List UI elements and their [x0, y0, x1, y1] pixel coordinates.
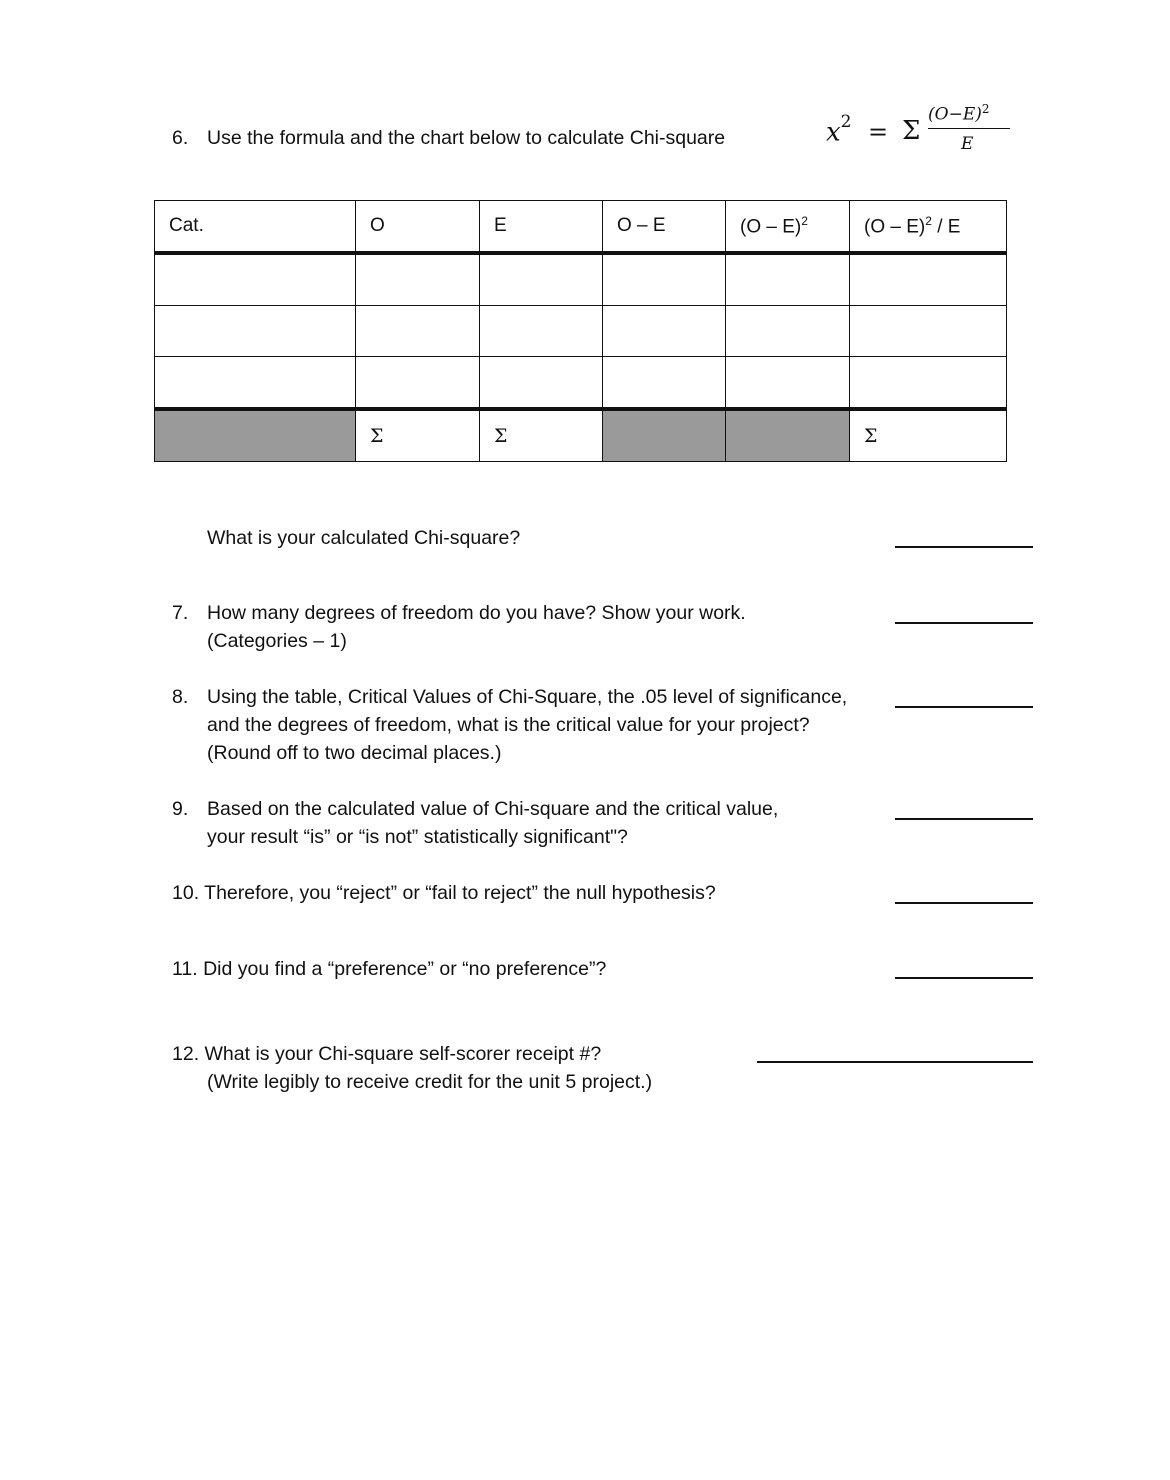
- formula-equals: =: [868, 118, 889, 146]
- answer-line-receipt[interactable]: [757, 1061, 1033, 1063]
- table-header-row: [155, 201, 1007, 254]
- q10-text: 10. Therefore, you “reject” or “fail to reject” the null hypothesis?: [172, 882, 716, 904]
- cell-o-minus-e[interactable]: [603, 253, 726, 306]
- cell-e[interactable]: [480, 253, 603, 306]
- q6b-text: What is your calculated Chi-square?: [207, 527, 521, 549]
- q6-number: 6.: [172, 127, 189, 149]
- cell-o[interactable]: [356, 357, 480, 410]
- cell-e[interactable]: [480, 306, 603, 357]
- sum-o[interactable]: [356, 409, 480, 462]
- q12-line2: (Write legibly to receive credit for the unit 5 project.): [207, 1071, 653, 1093]
- sum-cell-shaded: [155, 409, 356, 462]
- chi-square-formula: [824, 100, 1024, 170]
- q6-text: Use the formula and the chart below to calculate Chi-square: [207, 127, 726, 149]
- formula-denominator: E: [961, 134, 974, 154]
- table-sum-row: [155, 409, 1007, 462]
- chi-square-table: [154, 200, 1007, 462]
- header-o-minus-e-squared: (O – E)$^2$: [726, 201, 850, 254]
- cell-o[interactable]: [356, 253, 480, 306]
- q9-line2: your result “is” or “is not” statistically significant"?: [207, 826, 628, 848]
- cell-o-minus-e[interactable]: [603, 306, 726, 357]
- q7-line1: How many degrees of freedom do you have? Show your work.: [207, 602, 746, 624]
- sum-e[interactable]: [480, 409, 603, 462]
- q11-text: 11. Did you find a “preference” or “no preference”?: [172, 958, 607, 980]
- answer-line-preference[interactable]: [895, 977, 1033, 979]
- answer-line-chi-square[interactable]: [895, 546, 1033, 548]
- table-row: [155, 306, 1007, 357]
- cell-o-minus-e-squared[interactable]: [726, 357, 850, 410]
- answer-line-degrees-freedom[interactable]: [895, 622, 1033, 624]
- formula-lhs: $x^2$: [826, 112, 852, 148]
- q9-line1: Based on the calculated value of Chi-square and the critical value,: [207, 798, 779, 820]
- q7-line2: (Categories – 1): [207, 630, 347, 652]
- q9-number: 9.: [172, 798, 189, 820]
- sigma-symbol: Σ: [864, 424, 878, 447]
- cell-o[interactable]: [356, 306, 480, 357]
- header-o-minus-e: O – E: [603, 201, 726, 254]
- q12-line1: 12. What is your Chi-square self-scorer receipt #?: [172, 1043, 602, 1065]
- formula-numerator: $(O-E)^2$: [928, 102, 990, 125]
- cell-e[interactable]: [480, 357, 603, 410]
- sum-chi[interactable]: [850, 409, 1007, 462]
- cell-cat[interactable]: [155, 253, 356, 306]
- q8-line2: and the degrees of freedom, what is the critical value for your project?: [207, 714, 810, 736]
- sum-cell-shaded: [726, 409, 850, 462]
- sum-cell-shaded: [603, 409, 726, 462]
- answer-line-critical-value[interactable]: [895, 706, 1033, 708]
- formula-fraction-bar: [928, 128, 1010, 129]
- sigma-symbol: Σ: [494, 424, 508, 447]
- cell-chi-term[interactable]: [850, 306, 1007, 357]
- formula-sigma: Σ: [902, 116, 921, 146]
- cell-chi-term[interactable]: [850, 357, 1007, 410]
- sigma-symbol: Σ: [370, 424, 384, 447]
- q8-number: 8.: [172, 686, 189, 708]
- cell-o-minus-e[interactable]: [603, 357, 726, 410]
- cell-o-minus-e-squared[interactable]: [726, 306, 850, 357]
- cell-o-minus-e-squared[interactable]: [726, 253, 850, 306]
- table-row: [155, 253, 1007, 306]
- cell-chi-term[interactable]: [850, 253, 1007, 306]
- answer-line-reject[interactable]: [895, 902, 1033, 904]
- header-chi-term: (O – E)$^2$ / E: [850, 201, 1007, 254]
- answer-line-significance[interactable]: [895, 818, 1033, 820]
- header-e: E: [480, 201, 603, 254]
- header-cat: Cat.: [155, 201, 356, 254]
- q8-line1: Using the table, Critical Values of Chi-Square, the .05 level of significance,: [207, 686, 848, 708]
- cell-cat[interactable]: [155, 306, 356, 357]
- header-o: O: [356, 201, 480, 254]
- cell-cat[interactable]: [155, 357, 356, 410]
- table-row: [155, 357, 1007, 410]
- q8-line3: (Round off to two decimal places.): [207, 742, 502, 764]
- q7-number: 7.: [172, 602, 189, 624]
